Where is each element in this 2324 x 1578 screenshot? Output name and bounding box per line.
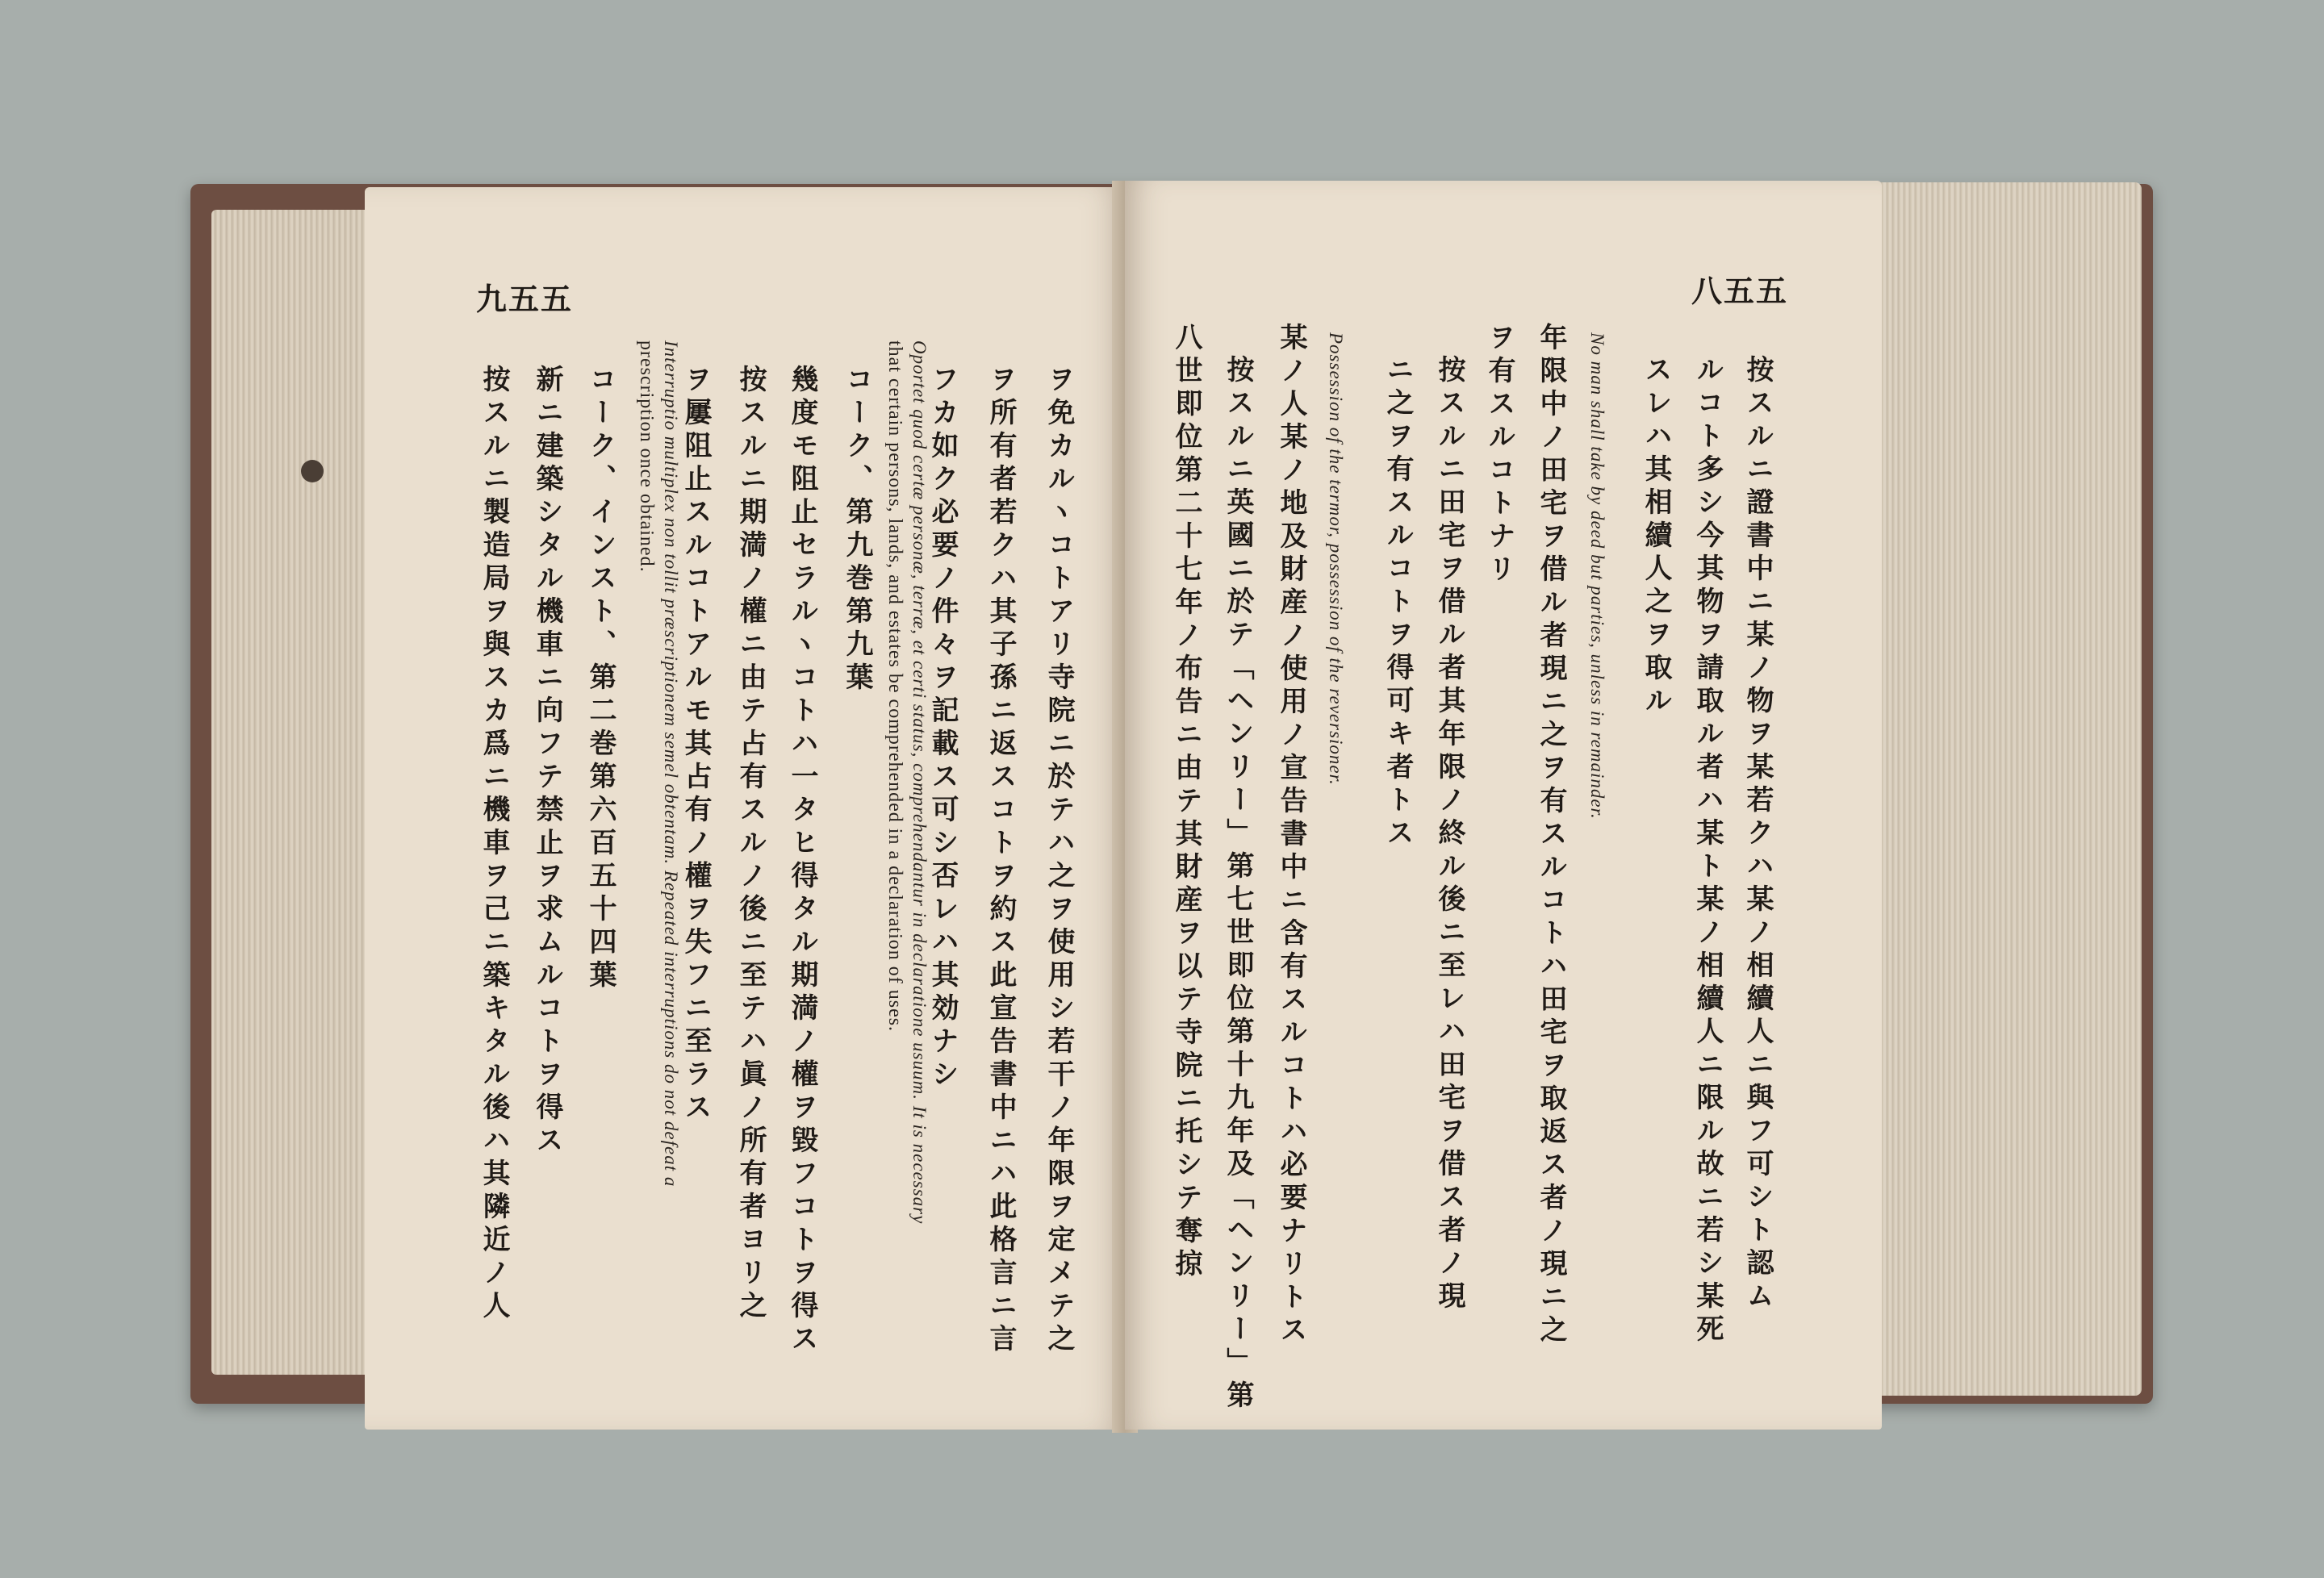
text-column: 年限中ノ田宅ヲ借ル者現ニ之ヲ有スルコトハ田宅ヲ取返ス者ノ現ニ之 [1535, 323, 1567, 1348]
text-column: ヲ屢阻止スルコトアルモ其占有ノ權ヲ失フニ至ラス [679, 365, 712, 1125]
text-column: 新ニ建築シタル機車ニ向フテ禁止ヲ求ムルコトヲ得ス [531, 365, 563, 1158]
text-column: 某ノ人某ノ地及財産ノ使用ノ宣告書中ニ含有スルコトハ必要ナリトス [1275, 323, 1307, 1348]
text-column: ニ之ヲ有スルコトヲ得可キ者トス [1381, 355, 1414, 851]
latin-maxim-column: Interruptio multiplex non tollit præscriptionem semel obtentam. Repeated interruptions do not defeat a [661, 340, 681, 1188]
text-column: 按スルニ田宅ヲ借ル者其年限ノ終ル後ニ至レハ田宅ヲ借ス者ノ現 [1433, 355, 1465, 1314]
text-column: ヲ所有者若クハ其子孫ニ返スコトヲ約ス此宣告書中ニハ此格言ニ言 [984, 365, 1017, 1357]
left-page-number: 九五五 [476, 281, 574, 317]
text-column: 八世即位第二十七年ノ布告ニ由テ其財産ヲ以テ寺院ニ托シテ奪掠 [1170, 323, 1202, 1282]
citation-column: コーク、第九巻第九葉 [841, 365, 873, 695]
text-column: 幾度モ阻止セラルヽコトハ一タヒ得タル期満ノ權ヲ毀フコトヲ得ス [786, 365, 818, 1357]
text-column: 按スルニ期満ノ權ニ由テ占有スルノ後ニ至テハ眞ノ所有者ヨリ之 [734, 365, 767, 1324]
text-column: ルコト多シ今其物ヲ請取ル者ハ某ト某ノ相續人ニ限ル故ニ若シ某死 [1691, 355, 1724, 1347]
right-page-edges [1872, 182, 2142, 1396]
latin-maxim-column: Oportet quod certæ personæ, terræ, et certi status, comprehendantur in declaratione usuum. It is necessary [909, 340, 930, 1225]
text-column: 按スルニ英國ニ於テ「ヘンリー」第七世即位第十九年及「ヘンリー」第 [1222, 355, 1254, 1413]
text-column: フカ如ク必要ノ件々ヲ記載ス可シ否レハ其効ナシ [926, 365, 959, 1092]
english-translation-column: that certain persons, lands, and estates be comprehended in a declaration of uses. [884, 340, 905, 1033]
text-column: スレハ其相續人之ヲ取ル [1640, 355, 1672, 719]
citation-column: コーク、インスト、第二巻第六百五十四葉 [584, 365, 617, 993]
english-translation-column: prescription once obtained. [636, 340, 657, 573]
binding-hole [301, 460, 324, 482]
right-page-number: 八五五 [1691, 273, 1789, 309]
text-column: ヲ免カルヽコトアリ寺院ニ於テハ之ヲ使用シ若干ノ年限ヲ定メテ之 [1043, 365, 1075, 1357]
text-column: ヲ有スルコトナリ [1483, 323, 1515, 587]
left-page-edges [211, 210, 381, 1375]
latin-maxim-column: Possession of the termor, possession of the reversioner. [1326, 332, 1346, 786]
latin-maxim-column: No man shall take by deed but parties, unless in remainder. [1587, 332, 1607, 820]
text-column: 按スルニ證書中ニ某ノ物ヲ某若クハ某ノ相續人ニ與フ可シト認ム [1741, 355, 1774, 1314]
text-column: 按スルニ製造局ヲ與スカ爲ニ機車ヲ己ニ築キタル後ハ其隣近ノ人 [478, 365, 510, 1324]
